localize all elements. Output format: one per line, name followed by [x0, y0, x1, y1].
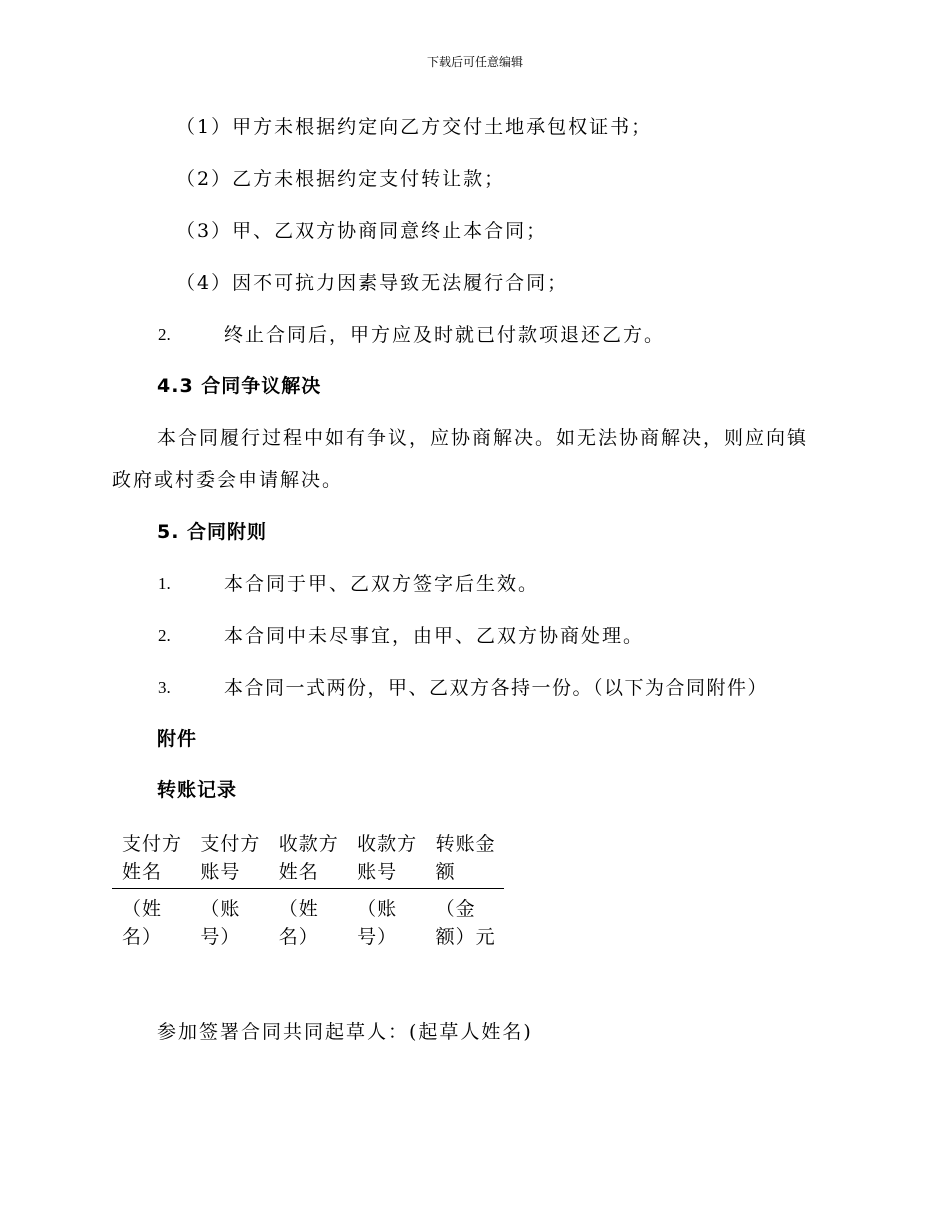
- co-drafter-line: 参加签署合同共同起草人：(起草人姓名): [157, 1021, 533, 1043]
- item-number: 1.: [158, 574, 171, 593]
- termination-refund-text: 终止合同后，甲方应及时就已付款项退还乙方。: [224, 324, 666, 346]
- transfer-record-title: 转账记录: [157, 779, 238, 801]
- supplementary-item-1: 本合同于甲、乙双方签字后生效。: [224, 573, 540, 595]
- table-cell: （账号）: [357, 898, 398, 948]
- item-number: 3.: [158, 678, 171, 697]
- table-header-cell: 收款方账号: [357, 833, 418, 883]
- table-header-cell: 转账金额: [435, 833, 496, 883]
- table-header-cell: 支付方姓名: [122, 833, 183, 883]
- table-header-cell: 收款方姓名: [278, 833, 339, 883]
- supplementary-item-3: 本合同一式两份，甲、乙双方各持一份。（以下为合同附件）: [224, 677, 769, 699]
- section-title: 5. 合同附则: [157, 521, 268, 543]
- dispute-paragraph-line-1: 本合同履行过程中如有争议，应协商解决。如无法协商解决，则应向镇: [157, 427, 809, 449]
- clause-1: （1）甲方未根据约定向乙方交付土地承包权证书；: [176, 116, 653, 138]
- clause-4: （4）因不可抗力因素导致无法履行合同；: [176, 272, 569, 294]
- page-header: 下载后可任意编辑: [426, 55, 523, 69]
- section-title: 4.3 合同争议解决: [157, 375, 322, 397]
- clause-2: （2）乙方未根据约定支付转让款；: [176, 168, 506, 190]
- item-number: 2.: [158, 626, 171, 645]
- transfer-record-table: [112, 830, 504, 951]
- dispute-paragraph-line-2: 政府或村委会申请解决。: [112, 469, 344, 491]
- appendix-title: 附件: [157, 728, 198, 750]
- table-cell: （姓名）: [278, 898, 319, 948]
- supplementary-item-2: 本合同中未尽事宜，由甲、乙双方协商处理。: [224, 625, 645, 647]
- table-cell: （姓名）: [122, 898, 163, 948]
- transfer-record-table-wrap: [112, 830, 504, 951]
- table-header-row: [112, 830, 504, 889]
- table-cell: （账号）: [200, 898, 241, 948]
- table-header-cell: 支付方账号: [200, 833, 261, 883]
- table-cell: （金额）元: [435, 898, 496, 948]
- item-number: 2.: [158, 325, 171, 344]
- table-row: [112, 889, 504, 952]
- clause-3: （3）甲、乙双方协商同意终止本合同；: [176, 220, 548, 242]
